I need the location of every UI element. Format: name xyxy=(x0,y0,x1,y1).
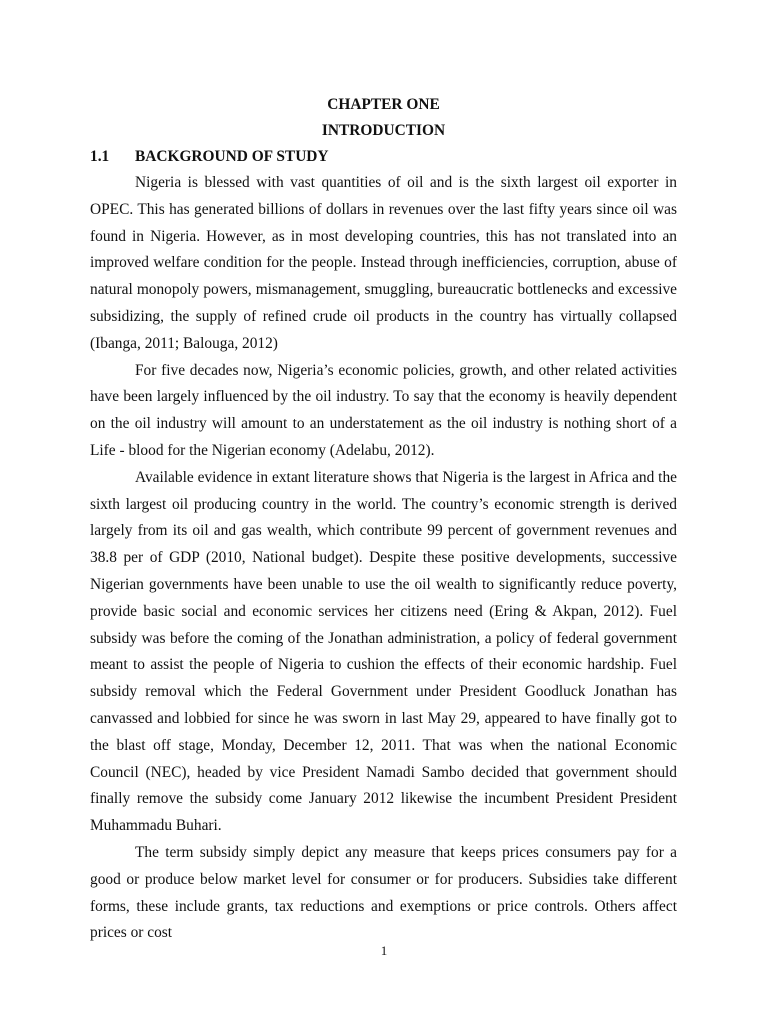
page-content xyxy=(90,92,677,947)
section-heading xyxy=(90,144,677,170)
paragraph-1: Nigeria is blessed with vast quantities of oil and is the sixth largest oil exporter in OPEC. This has generated billions of dollars in revenues over the last fifty years since oil was found in Nigeria. However, as in most developing countries, this has not translated into an improved welfare condition for the people. Instead through inefficiencies, corruption, abuse of natural monopoly powers, mismanagement, smuggling, bureaucratic bottlenecks and excessive subsidizing, the supply of refined crude oil products in the country has virtually collapsed (Ibanga, 2011; Balouga, 2012) xyxy=(90,174,677,352)
page-number: 1 xyxy=(380,943,388,958)
chapter-title: INTRODUCTION xyxy=(321,122,446,139)
chapter-label: CHAPTER ONE xyxy=(327,96,440,113)
paragraph-3: Available evidence in extant literature shows that Nigeria is the largest in Africa and the sixth largest oil producing country in the world. The country’s economic strength is derived largely from its oil and gas wealth, which contribute 99 percent of government revenues and 38.8 per of GDP (2010, National budget). Despite these positive developments, successive Nigerian governments have been unable to use the oil wealth to significantly reduce poverty, provide basic social and economic services her citizens need (Ering & Akpan, 2012). Fuel subsidy was before the coming of the Jonathan administration, a policy of federal government meant to assist the people of Nigeria to cushion the effects of their economic hardship. Fuel subsidy removal which the Federal Government under President Goodluck Jonathan has canvassed and lobbied for since he was sworn in last May 29, appeared to have finally got to the blast off stage, Monday, December 12, 2011. That was when the national Economic Council (NEC), headed by vice President Namadi Sambo decided that government should finally remove the subsidy come January 2012 likewise the incumbent President President Muhammadu Buhari. xyxy=(90,468,677,835)
section-title: BACKGROUND OF STUDY xyxy=(135,148,329,165)
paragraph-2: For five decades now, Nigeria’s economic policies, growth, and other related activities have been largely influenced by the oil industry. To say that the economy is heavily dependent on the oil industry will amount to an understatement as the oil industry is nothing short of a Life - blood for the Nigerian economy (Adelabu, 2012). xyxy=(90,361,677,459)
paragraph-4: The term subsidy simply depict any measure that keeps prices consumers pay for a good or produce below market level for consumer or for producers. Subsidies take different forms, these include grants, tax reductions and exemptions or price controls. Others affect prices or cost xyxy=(90,843,677,942)
section-number: 1.1 xyxy=(90,148,110,165)
